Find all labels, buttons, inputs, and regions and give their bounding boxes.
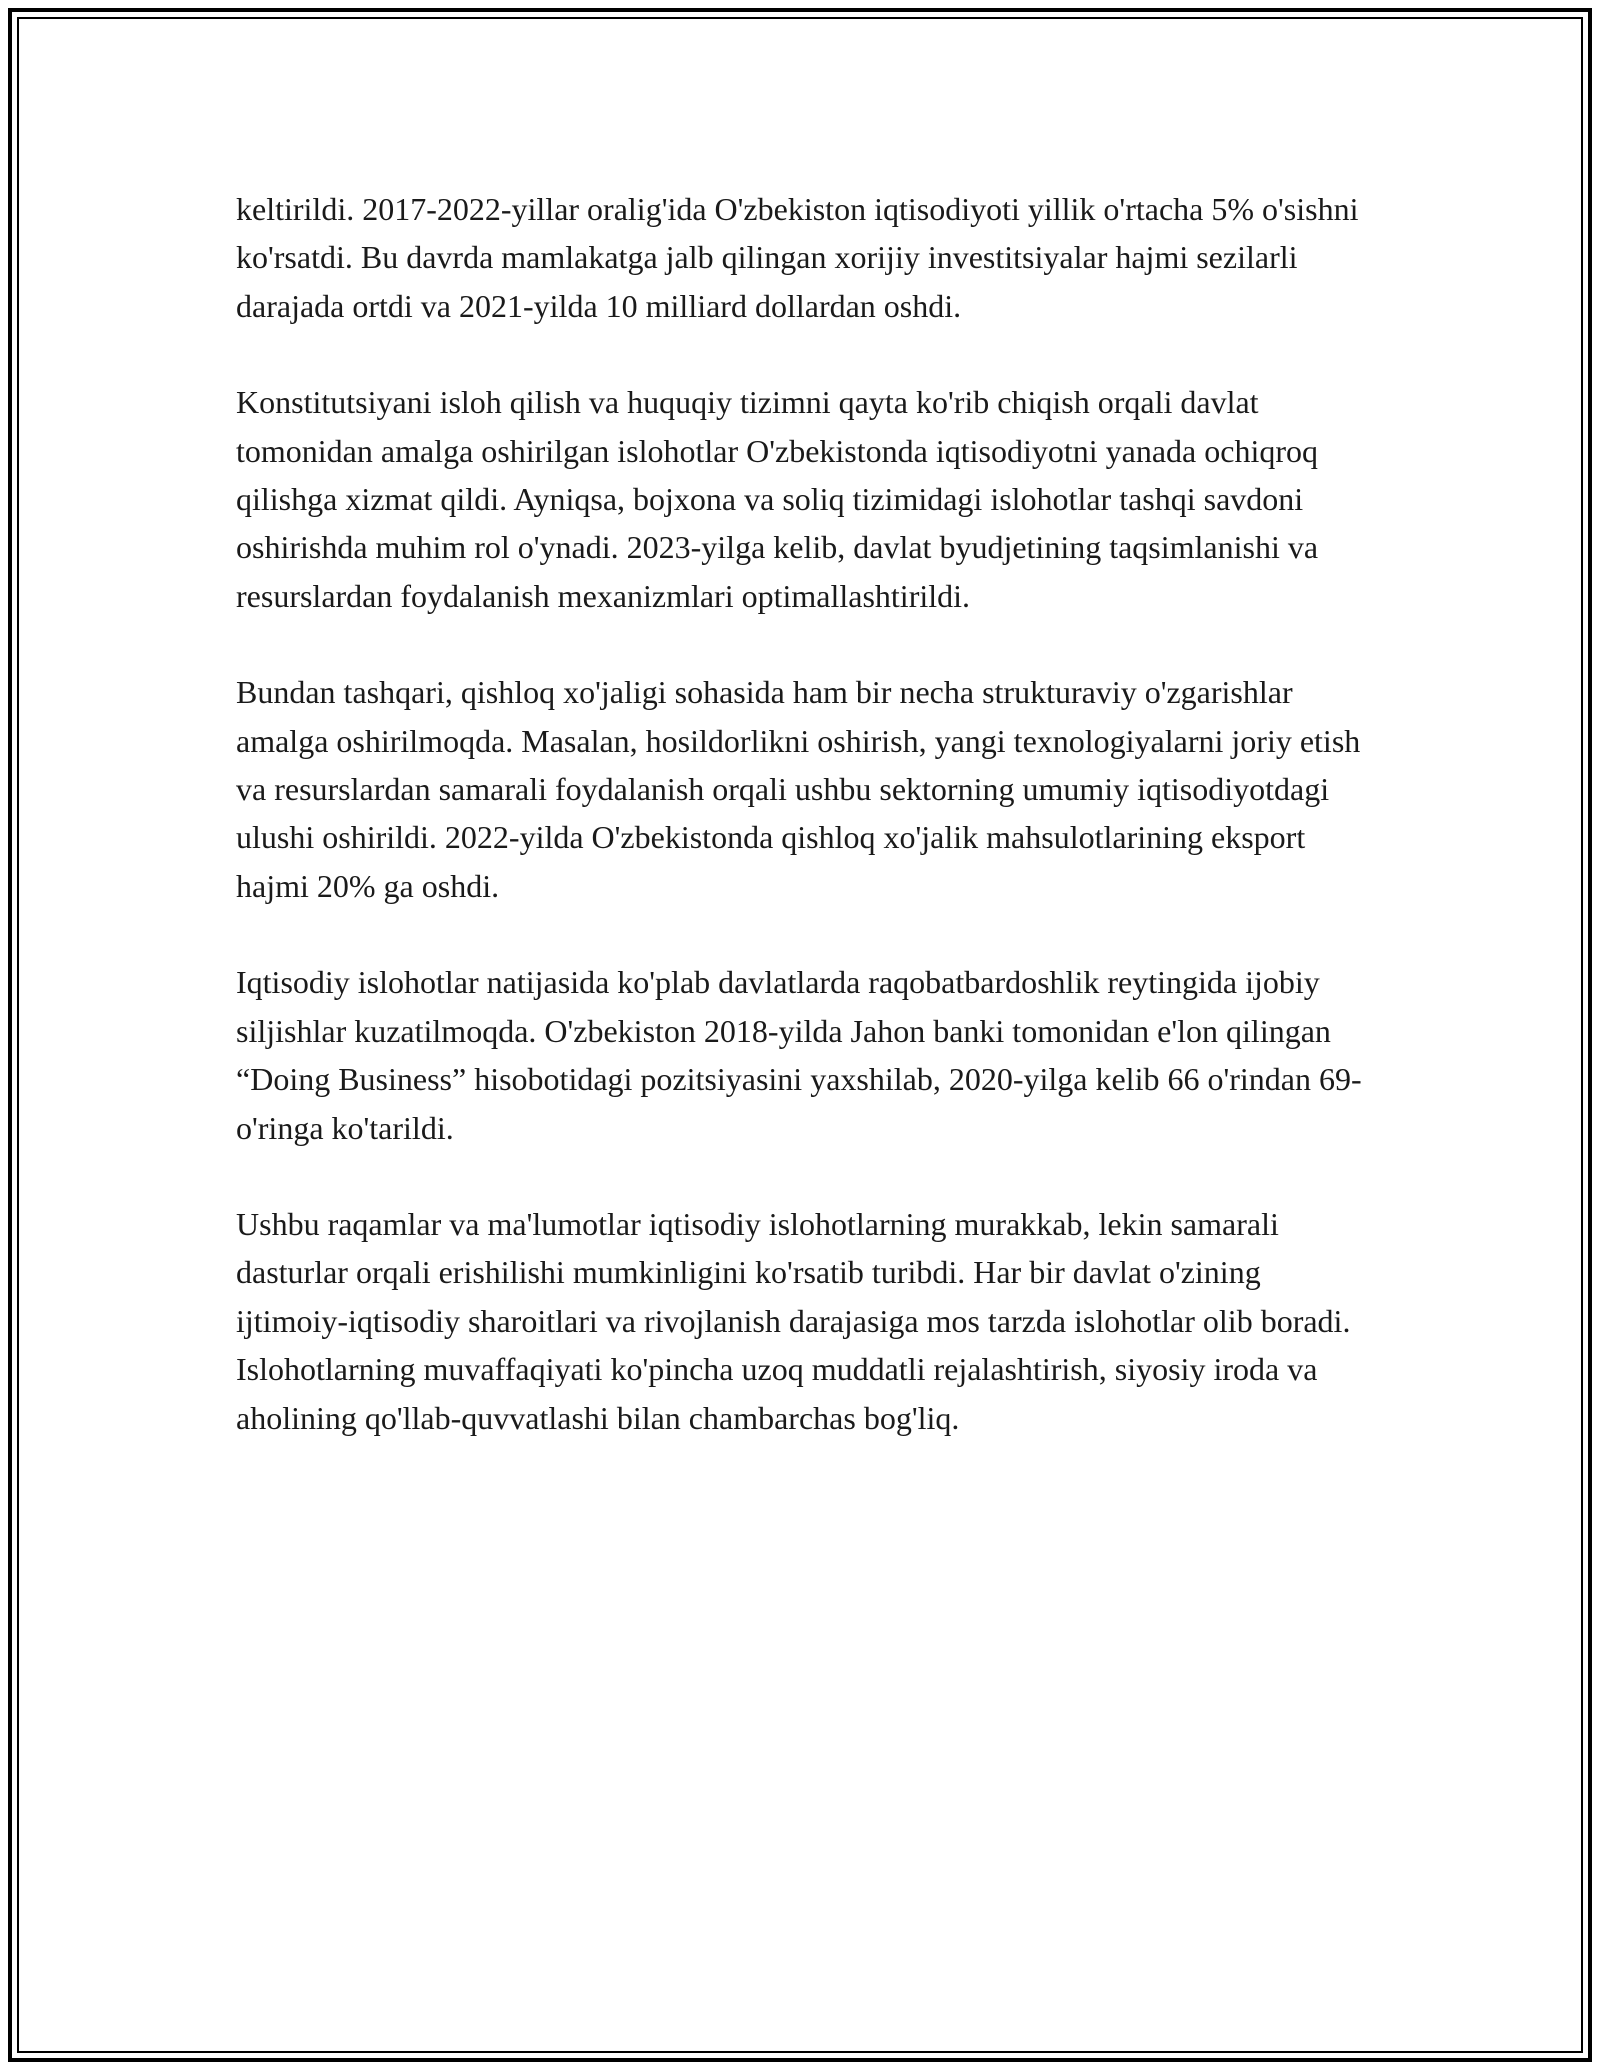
paragraph-competitiveness: Iqtisodiy islohotlar natijasida ko'plab davlatlarda raqobatbardoshlik reytingida ijobiy siljishlar kuzatilmoqda. O'zbekiston 2018-yilda Jahon banki tomonidan e'lon qilingan “Doing Business” hisobotidagi pozitsiyasini yaxshilab, 2020-yilga kelib 66 o'rindan 69-o'ringa ko'tarildi. (236, 964, 1362, 1146)
paragraph-agriculture: Bundan tashqari, qishloq xo'jaligi sohasida ham bir necha strukturaviy o'zgarishlar amalga oshirilmoqda. Masalan, hosildorlikni oshirish, yangi texnologiyalarni joriy etish va resurslardan samarali foydalanish orqali ushbu sektorning umumiy iqtisodiyotdagi ulushi oshirildi. 2022-yilda O'zbekistonda qishloq xo'jalik mahsulotlarining eksport hajmi 20% ga oshdi. (236, 674, 1361, 904)
document-body (236, 185, 1376, 1490)
paragraph-constitution-reforms: Konstitutsiyani isloh qilish va huquqiy tizimni qayta ko'rib chiqish orqali davlat tomonidan amalga oshirilgan islohotlar O'zbekistonda iqtisodiyotni yanada ochiqroq qilishga xizmat qildi. Ayniqsa, bojxona va soliq tizimidagi islohotlar tashqi savdoni oshirishda muhim rol o'ynadi. 2023-yilga kelib, davlat byudjetining taqsimlanishi va resurslardan foydalanish mexanizmlari optimallashtirildi. (236, 384, 1319, 614)
paragraph-conclusion: Ushbu raqamlar va ma'lumotlar iqtisodiy islohotlarning murakkab, lekin samarali dasturlar orqali erishilishi mumkinligini ko'rsatib turibdi. Har bir davlat o'zining ijtimoiy-iqtisodiy sharoitlari va rivojlanish darajasiga mos tarzda islohotlar olib boradi. Islohotlarning muvaffaqiyati ko'pincha uzoq muddatli rejalashtirish, siyosiy iroda va aholining qo'llab-quvvatlashi bilan chambarchas bog'liq. (236, 1205, 1351, 1436)
paragraph-investments: keltirildi. 2017-2022-yillar oralig'ida O'zbekiston iqtisodiyoti yillik o'rtacha 5% o'sishni ko'rsatdi. Bu davrda mamlakatga jalb qilingan xorijiy investitsiyalar hajmi sezilarli darajada ortdi va 2021-yilda 10 milliard dollardan oshdi. (236, 191, 1359, 324)
